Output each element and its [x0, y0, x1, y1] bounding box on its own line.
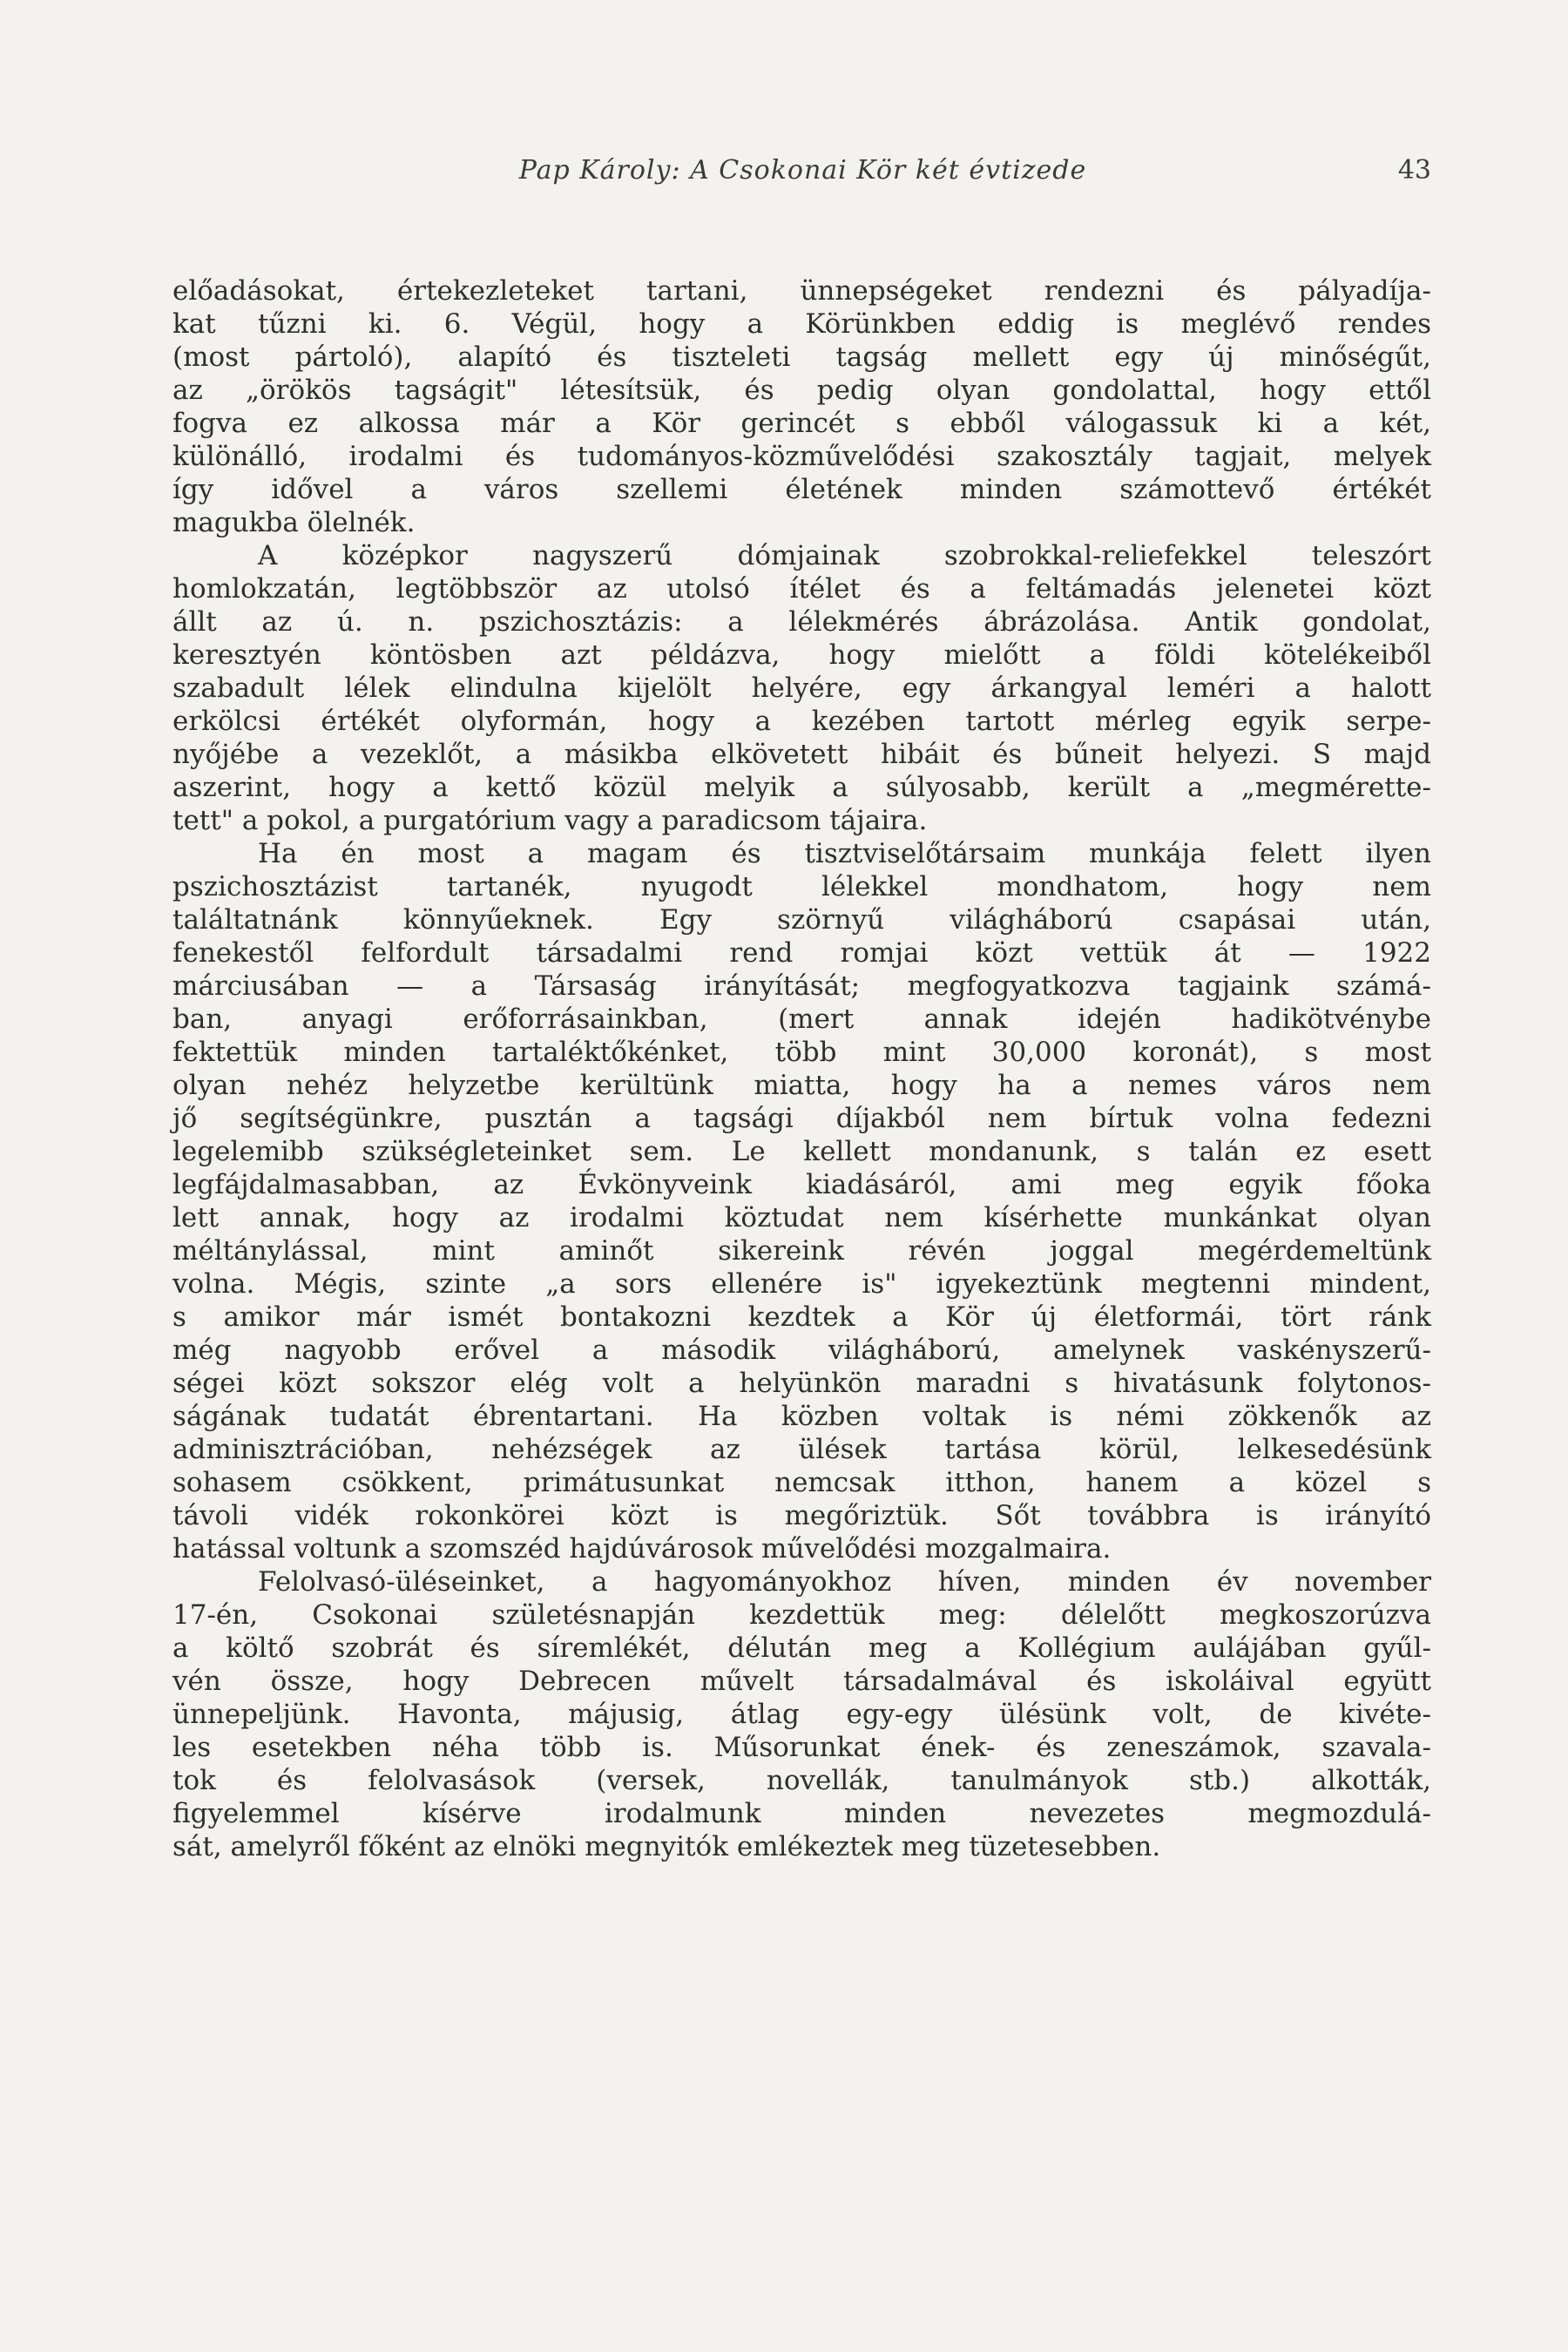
- text-line: magukba ölelnék.: [172, 507, 416, 538]
- text-line: fenekestől felfordult társadalmi rend romjai közt vettük át — 1922: [172, 937, 1431, 969]
- text-line: távoli vidék rokonkörei közt is megőriztük. Sőt továbbra is irányító: [172, 1500, 1431, 1531]
- body-text: [172, 274, 1431, 1863]
- text-line: A középkor nagyszerű dómjainak szobrokkal-reliefekkel teleszórt: [258, 540, 1431, 571]
- text-line: a költő szobrát és síremlékét, délután meg a Kollégium aulájában gyűl-: [172, 1632, 1431, 1664]
- text-line: ünnepeljünk. Havonta, májusig, átlag egy-egy ülésünk volt, de kivéte-: [172, 1699, 1431, 1730]
- text-line: adminisztrációban, nehézségek az ülések tartása körül, lelkesedésünk: [172, 1434, 1431, 1465]
- text-line: figyelemmel kísérve irodalmunk minden nevezetes megmozdulá-: [172, 1798, 1431, 1829]
- text-line: márciusában — a Társaság irányítását; megfogyatkozva tagjaink számá-: [172, 970, 1431, 1002]
- text-line: jő segítségünkre, pusztán a tagsági díjakból nem bírtuk volna fedezni: [172, 1103, 1431, 1134]
- text-line: volna. Mégis, szinte „a sors ellenére is" igyekeztünk megtenni mindent,: [172, 1268, 1431, 1300]
- text-line: vén össze, hogy Debrecen művelt társadalmával és iskoláival együtt: [172, 1666, 1431, 1697]
- text-line: les esetekben néha több is. Műsorunkat ének- és zeneszámok, szavala-: [172, 1732, 1431, 1763]
- text-line: méltánylással, mint aminőt sikereink révén joggal megérdemeltünk: [172, 1235, 1431, 1267]
- text-line: sát, amelyről főként az elnöki megnyitók emlékeztek meg tüzetesebben.: [172, 1831, 1161, 1862]
- text-line: homlokzatán, legtöbbször az utolsó ítélet és a feltámadás jelenetei közt: [172, 573, 1431, 605]
- text-line: kat tűzni ki. 6. Végül, hogy a Körünkben eddig is meglévő rendes: [172, 308, 1431, 340]
- text-line: szabadult lélek elindulna kijelölt helyére, egy árkangyal leméri a halott: [172, 672, 1431, 704]
- text-line: így idővel a város szellemi életének minden számottevő értékét: [172, 474, 1431, 505]
- header-title: Pap Károly: A Csokonai Kör két évtizede: [518, 155, 1087, 186]
- paragraph: [172, 837, 1431, 1565]
- text-line: fogva ez alkossa már a Kör gerincét s ebből válogassuk ki a két,: [172, 408, 1431, 439]
- text-line: erkölcsi értékét olyformán, hogy a kezében tartott mérleg egyik serpe-: [172, 706, 1431, 737]
- text-line: hatással voltunk a szomszéd hajdúvárosok művelődési mozgalmaira.: [172, 1533, 1112, 1565]
- text-line: nyőjébe a vezeklőt, a másikba elkövetett hibáit és bűneit helyezi. S majd: [172, 739, 1431, 770]
- text-line: különálló, irodalmi és tudományos-közművelődési szakosztály tagjait, melyek: [172, 441, 1431, 472]
- text-line: állt az ú. n. pszichosztázis: a lélekmérés ábrázolása. Antik gondolat,: [172, 606, 1431, 638]
- text-line: sohasem csökkent, primátusunkat nemcsak itthon, hanem a közel s: [172, 1467, 1431, 1498]
- running-header: [174, 155, 1431, 199]
- text-line: legelemibb szükségleteinket sem. Le kellett mondanunk, s talán ez esett: [172, 1136, 1431, 1167]
- text-line: ságának tudatát ébrentartani. Ha közben voltak is némi zökkenők az: [172, 1401, 1431, 1432]
- text-line: pszichosztázist tartanék, nyugodt lélekkel mondhatom, hogy nem: [172, 871, 1431, 902]
- paragraph: [172, 1565, 1431, 1863]
- text-line: (most pártoló), alapító és tiszteleti tagság mellett egy új minőségűt,: [172, 341, 1431, 373]
- text-line: még nagyobb erővel a második világháború, amelynek vaskényszerű-: [172, 1335, 1431, 1366]
- text-line: olyan nehéz helyzetbe kerültünk miatta, hogy ha a nemes város nem: [172, 1070, 1431, 1101]
- text-line: keresztyén köntösben azt példázva, hogy mielőtt a földi kötelékeiből: [172, 639, 1431, 671]
- text-line: találtatnánk könnyűeknek. Egy szörnyű világháború csapásai után,: [172, 904, 1431, 936]
- text-line: fektettük minden tartaléktőkénket, több mint 30,000 koronát), s most: [172, 1037, 1431, 1068]
- text-line: tok és felolvasások (versek, novellák, tanulmányok stb.) alkották,: [172, 1765, 1431, 1796]
- text-line: ségei közt sokszor elég volt a helyünkön maradni s hivatásunk folytonos-: [172, 1368, 1431, 1399]
- text-line: 17-én, Csokonai születésnapján kezdettük meg: délelőtt megkoszorúzva: [172, 1599, 1431, 1631]
- text-line: Ha én most a magam és tisztviselőtársaim munkája felett ilyen: [258, 838, 1431, 869]
- paragraph: [172, 274, 1431, 539]
- text-line: s amikor már ismét bontakozni kezdtek a Kör új életformái, tört ránk: [172, 1301, 1431, 1333]
- text-line: előadásokat, értekezleteket tartani, ünnepségeket rendezni és pályadíja-: [172, 275, 1431, 307]
- paragraph: [172, 539, 1431, 837]
- text-line: lett annak, hogy az irodalmi köztudat nem kísérhette munkánkat olyan: [172, 1202, 1431, 1233]
- text-line: ban, anyagi erőforrásainkban, (mert annak idején hadikötvénybe: [172, 1004, 1431, 1035]
- text-line: tett" a pokol, a purgatórium vagy a paradicsom tájaira.: [172, 805, 928, 836]
- text-line: az „örökös tagságit" létesítsük, és pedig olyan gondolattal, hogy ettől: [172, 375, 1431, 406]
- text-line: legfájdalmasabban, az Évkönyveink kiadásáról, ami meg egyik főoka: [172, 1169, 1431, 1200]
- page-number: 43: [1397, 155, 1431, 186]
- text-line: aszerint, hogy a kettő közül melyik a súlyosabb, került a „megmérette-: [172, 772, 1431, 803]
- text-line: Felolvasó-üléseinket, a hagyományokhoz híven, minden év november: [258, 1566, 1431, 1598]
